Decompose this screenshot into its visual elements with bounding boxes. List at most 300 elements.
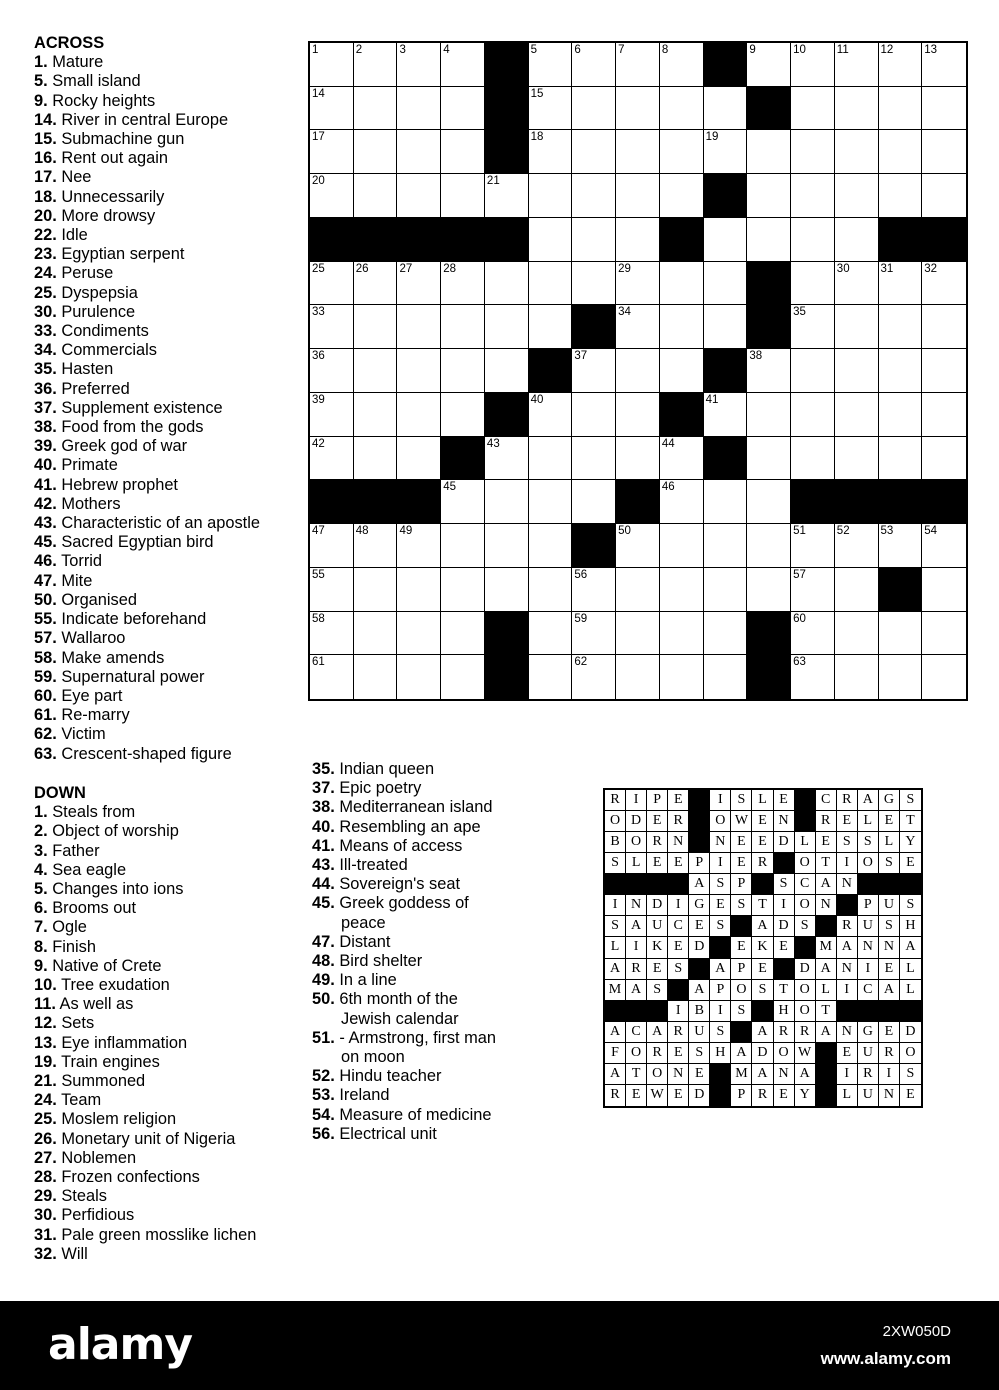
clue-item [34, 1034, 296, 1053]
grid-cell[interactable] [529, 480, 573, 524]
grid-cell[interactable] [835, 130, 879, 174]
grid-cell[interactable] [704, 130, 748, 174]
solution-cell: A [816, 959, 837, 980]
grid-cell[interactable] [441, 568, 485, 612]
solution-cell: H [710, 1043, 731, 1064]
grid-cell[interactable] [397, 612, 441, 656]
grid-cell[interactable] [791, 305, 835, 349]
clue-number: 35. [34, 360, 57, 379]
solution-cell-black [816, 1064, 837, 1085]
grid-cell[interactable] [660, 655, 704, 699]
grid-cell[interactable] [616, 218, 660, 262]
grid-cell[interactable] [616, 43, 660, 87]
solution-cell: U [858, 1085, 879, 1106]
grid-cell[interactable] [660, 349, 704, 393]
grid-cell[interactable] [354, 393, 398, 437]
clue-item [312, 856, 512, 875]
solution-cell: S [900, 790, 921, 811]
cell-number: 63 [793, 656, 806, 669]
grid-cell[interactable] [791, 393, 835, 437]
solution-cell: D [689, 937, 710, 958]
grid-cell[interactable] [616, 349, 660, 393]
grid-cell[interactable] [310, 87, 354, 131]
clue-item [34, 572, 296, 591]
grid-cell[interactable] [397, 305, 441, 349]
clue-number: 37. [312, 779, 335, 798]
grid-cell[interactable] [922, 130, 966, 174]
grid-cell[interactable] [397, 262, 441, 306]
solution-cell: S [752, 980, 773, 1001]
clue-text: Means of access [339, 836, 463, 855]
grid-cell[interactable] [441, 655, 485, 699]
solution-cell: P [689, 853, 710, 874]
grid-cell[interactable] [485, 305, 529, 349]
clue-text: Father [52, 841, 100, 860]
clue-number: 27. [34, 1148, 57, 1167]
solution-cell: I [710, 853, 731, 874]
grid-cell[interactable] [441, 349, 485, 393]
grid-cell[interactable] [791, 524, 835, 568]
clue-item [34, 149, 296, 168]
grid-cell[interactable] [879, 655, 923, 699]
grid-cell[interactable] [616, 174, 660, 218]
cell-number: 48 [355, 525, 369, 538]
clue-number: 7. [34, 918, 48, 937]
grid-cell[interactable] [529, 130, 573, 174]
grid-cell[interactable] [747, 393, 791, 437]
clue-item [34, 380, 296, 399]
grid-cell[interactable] [922, 568, 966, 612]
grid-cell[interactable] [354, 305, 398, 349]
grid-cell[interactable] [922, 437, 966, 481]
grid-cell[interactable] [922, 349, 966, 393]
grid-cell[interactable] [660, 612, 704, 656]
grid-cell[interactable] [835, 437, 879, 481]
solution-cell: I [668, 1001, 689, 1022]
clue-text: Sea eagle [52, 860, 127, 879]
grid-cell[interactable] [791, 262, 835, 306]
grid-cell[interactable] [835, 524, 879, 568]
solution-cell: E [774, 937, 795, 958]
grid-cell[interactable] [791, 174, 835, 218]
grid-cell[interactable] [397, 43, 441, 87]
grid-cell[interactable] [529, 262, 573, 306]
grid-cell[interactable] [441, 524, 485, 568]
solution-cell: A [605, 1022, 626, 1043]
grid-cell[interactable] [485, 568, 529, 612]
grid-cell[interactable] [529, 305, 573, 349]
grid-cell[interactable] [922, 305, 966, 349]
grid-cell[interactable] [310, 568, 354, 612]
clue-text: Ireland [339, 1086, 390, 1105]
grid-cell[interactable] [616, 612, 660, 656]
grid-cell[interactable] [922, 174, 966, 218]
clue-text: Indian queen [339, 760, 435, 778]
grid-cell[interactable] [879, 174, 923, 218]
clue-text: Rocky heights [52, 91, 156, 110]
solution-cell-black [816, 916, 837, 937]
grid-cell[interactable] [310, 349, 354, 393]
grid-cell[interactable] [441, 305, 485, 349]
solution-cell: P [647, 790, 668, 811]
grid-cell[interactable] [529, 612, 573, 656]
grid-cell[interactable] [441, 87, 485, 131]
grid-cell[interactable] [441, 480, 485, 524]
clue-text: Supplement existence [61, 398, 223, 417]
clue-text: Rent out again [61, 149, 168, 168]
grid-cell[interactable] [747, 349, 791, 393]
grid-cell[interactable] [354, 43, 398, 87]
grid-cell[interactable] [354, 130, 398, 174]
grid-cell[interactable] [310, 524, 354, 568]
clue-number: 30. [34, 1206, 57, 1225]
grid-cell[interactable] [616, 437, 660, 481]
grid-cell[interactable] [616, 655, 660, 699]
grid-cell[interactable] [572, 262, 616, 306]
clue-item [34, 284, 296, 303]
cell-number: 29 [618, 262, 631, 275]
clue-item [34, 495, 296, 514]
grid-cell[interactable] [704, 87, 748, 131]
grid-cell[interactable] [791, 349, 835, 393]
grid-cell[interactable] [704, 524, 748, 568]
solution-cell: E [752, 811, 773, 832]
grid-cell[interactable] [791, 43, 835, 87]
grid-cell[interactable] [747, 43, 791, 87]
grid-cell[interactable] [879, 349, 923, 393]
grid-cell[interactable] [397, 174, 441, 218]
grid-cell[interactable] [354, 437, 398, 481]
grid-cell[interactable] [572, 349, 616, 393]
solution-cell: N [858, 937, 879, 958]
grid-cell[interactable] [529, 393, 573, 437]
solution-cell-black [900, 874, 921, 895]
grid-cell[interactable] [529, 524, 573, 568]
clue-text: Hasten [61, 360, 114, 379]
grid-cell[interactable] [704, 218, 748, 262]
clue-number: 53. [312, 1086, 335, 1105]
grid-cell[interactable] [791, 87, 835, 131]
grid-cell[interactable] [397, 524, 441, 568]
clue-text: Nee [61, 168, 92, 187]
grid-cell[interactable] [616, 262, 660, 306]
grid-cell[interactable] [354, 174, 398, 218]
solution-cell: A [752, 1064, 773, 1085]
clue-number: 46. [34, 552, 57, 571]
grid-cell[interactable] [310, 305, 354, 349]
grid-cell[interactable] [354, 612, 398, 656]
clue-text: Condiments [61, 322, 149, 341]
solution-cell: L [605, 937, 626, 958]
grid-cell[interactable] [660, 437, 704, 481]
grid-cell[interactable] [835, 174, 879, 218]
grid-cell[interactable] [485, 437, 529, 481]
solution-cell: W [647, 1085, 668, 1106]
grid-cell[interactable] [529, 218, 573, 262]
grid-cell[interactable] [397, 87, 441, 131]
grid-cell[interactable] [572, 393, 616, 437]
grid-cell[interactable] [485, 174, 529, 218]
solution-cell: N [668, 832, 689, 853]
grid-cell[interactable] [791, 218, 835, 262]
clue-item [312, 837, 512, 856]
grid-cell[interactable] [922, 43, 966, 87]
grid-cell[interactable] [704, 568, 748, 612]
grid-cell[interactable] [879, 393, 923, 437]
grid-cell[interactable] [310, 655, 354, 699]
clue-text: Wallaroo [61, 629, 126, 648]
grid-cell-black [704, 43, 748, 87]
grid-cell[interactable] [660, 43, 704, 87]
cell-number: 8 [661, 44, 669, 56]
grid-cell[interactable] [441, 612, 485, 656]
grid-cell[interactable] [835, 262, 879, 306]
grid-cell[interactable] [310, 612, 354, 656]
solution-cell: R [858, 1064, 879, 1085]
cell-number: 18 [530, 131, 544, 144]
grid-cell[interactable] [922, 87, 966, 131]
clue-item [34, 822, 296, 841]
grid-cell[interactable] [397, 393, 441, 437]
clue-number: 5. [34, 880, 48, 899]
grid-cell[interactable] [835, 305, 879, 349]
solution-cell-black [689, 832, 710, 853]
grid-cell[interactable] [397, 349, 441, 393]
grid-cell[interactable] [835, 218, 879, 262]
grid-cell[interactable] [310, 174, 354, 218]
grid-cell[interactable] [922, 524, 966, 568]
solution-cell: A [626, 916, 647, 937]
cell-number: 45 [443, 481, 456, 494]
grid-cell[interactable] [835, 612, 879, 656]
grid-cell[interactable] [922, 612, 966, 656]
clue-text: Unnecessarily [61, 187, 165, 206]
grid-cell[interactable] [616, 524, 660, 568]
solution-cell: R [837, 916, 858, 937]
clue-text: Organised [61, 590, 137, 609]
clue-number: 50. [34, 590, 57, 609]
grid-cell[interactable] [572, 130, 616, 174]
grid-cell[interactable] [660, 262, 704, 306]
grid-cell[interactable] [791, 612, 835, 656]
solution-cell: E [879, 811, 900, 832]
grid-cell[interactable] [879, 43, 923, 87]
grid-cell[interactable] [485, 480, 529, 524]
grid-cell[interactable] [922, 262, 966, 306]
grid-cell[interactable] [354, 524, 398, 568]
grid-cell[interactable] [397, 568, 441, 612]
grid-cell[interactable] [572, 480, 616, 524]
grid-cell[interactable] [660, 174, 704, 218]
grid-cell[interactable] [310, 393, 354, 437]
solution-cell: E [731, 832, 752, 853]
grid-cell[interactable] [441, 174, 485, 218]
grid-cell[interactable] [704, 612, 748, 656]
solution-cell: G [879, 790, 900, 811]
grid-cell[interactable] [660, 524, 704, 568]
grid-cell[interactable] [354, 655, 398, 699]
grid-cell[interactable] [835, 568, 879, 612]
grid-cell[interactable] [835, 43, 879, 87]
grid-cell[interactable] [747, 174, 791, 218]
grid-cell[interactable] [572, 612, 616, 656]
clue-number: 4. [34, 860, 48, 879]
clue-text: 6th month of the Jewish calendar [339, 990, 459, 1028]
grid-cell-black [879, 480, 923, 524]
grid-cell[interactable] [747, 568, 791, 612]
grid-cell[interactable] [879, 437, 923, 481]
solution-cell: B [605, 832, 626, 853]
grid-cell[interactable] [572, 218, 616, 262]
grid-cell[interactable] [704, 480, 748, 524]
grid-cell[interactable] [747, 130, 791, 174]
clue-number: 5. [34, 72, 48, 91]
cell-number: 21 [486, 175, 500, 188]
clue-text: Food from the gods [61, 418, 204, 437]
grid-cell[interactable] [529, 87, 573, 131]
solution-cell: C [816, 790, 837, 811]
grid-cell-black [441, 218, 485, 262]
grid-cell[interactable] [529, 43, 573, 87]
grid-cell[interactable] [835, 393, 879, 437]
grid-cell[interactable] [397, 655, 441, 699]
clue-number: 21. [34, 1072, 57, 1091]
grid-cell[interactable] [529, 174, 573, 218]
solution-cell: I [879, 1064, 900, 1085]
solution-cell: W [731, 811, 752, 832]
solution-cell: Y [900, 832, 921, 853]
grid-cell[interactable] [747, 524, 791, 568]
solution-cell: S [879, 916, 900, 937]
grid-cell[interactable] [835, 87, 879, 131]
grid-cell[interactable] [660, 568, 704, 612]
clue-number: 17. [34, 168, 57, 187]
grid-cell[interactable] [616, 130, 660, 174]
solution-cell: A [605, 959, 626, 980]
grid-cell[interactable] [354, 87, 398, 131]
clue-number: 49. [312, 971, 335, 990]
grid-cell[interactable] [397, 130, 441, 174]
grid-cell[interactable] [704, 393, 748, 437]
cell-number: 26 [355, 262, 369, 275]
clue-number: 35. [312, 760, 335, 778]
grid-cell[interactable] [791, 437, 835, 481]
grid-cell[interactable] [354, 568, 398, 612]
grid-cell[interactable] [835, 655, 879, 699]
solution-cell: E [689, 916, 710, 937]
solution-cell: A [647, 1022, 668, 1043]
grid-cell[interactable] [397, 437, 441, 481]
grid-cell[interactable] [310, 437, 354, 481]
grid-cell[interactable] [354, 262, 398, 306]
grid-cell[interactable] [835, 349, 879, 393]
grid-cell[interactable] [572, 174, 616, 218]
grid-cell[interactable] [616, 568, 660, 612]
solution-cell-black [605, 1001, 626, 1022]
grid-cell-black [922, 218, 966, 262]
clue-number: 63. [34, 744, 57, 763]
grid-cell[interactable] [441, 262, 485, 306]
grid-cell[interactable] [572, 43, 616, 87]
grid-cell[interactable] [441, 43, 485, 87]
grid-cell[interactable] [704, 305, 748, 349]
solution-cell: A [689, 874, 710, 895]
grid-cell[interactable] [441, 130, 485, 174]
grid-cell[interactable] [485, 262, 529, 306]
grid-cell[interactable] [879, 612, 923, 656]
cell-number: 19 [705, 131, 719, 144]
solution-cell: R [816, 811, 837, 832]
solution-cell: O [626, 832, 647, 853]
grid-cell[interactable] [660, 480, 704, 524]
clue-number: 20. [34, 206, 57, 225]
grid-cell[interactable] [879, 130, 923, 174]
grid-cell[interactable] [572, 87, 616, 131]
grid-cell[interactable] [310, 130, 354, 174]
grid-cell[interactable] [485, 349, 529, 393]
grid-cell[interactable] [572, 568, 616, 612]
grid-cell[interactable] [660, 305, 704, 349]
grid-cell[interactable] [616, 87, 660, 131]
clue-number: 11. [34, 995, 56, 1014]
grid-cell[interactable] [529, 437, 573, 481]
grid-cell[interactable] [791, 568, 835, 612]
grid-cell[interactable] [704, 262, 748, 306]
clue-text: Hindu teacher [339, 1067, 442, 1086]
solution-cell: I [668, 895, 689, 916]
grid-cell[interactable] [572, 437, 616, 481]
grid-cell[interactable] [660, 130, 704, 174]
grid-cell[interactable] [310, 43, 354, 87]
clue-item [34, 188, 296, 207]
clue-number: 18. [34, 187, 57, 206]
solution-cell-black [710, 1085, 731, 1106]
grid-cell[interactable] [529, 655, 573, 699]
grid-cell[interactable] [879, 305, 923, 349]
solution-cell: E [816, 832, 837, 853]
grid-cell[interactable] [879, 262, 923, 306]
clue-number: 24. [34, 264, 57, 283]
grid-cell[interactable] [704, 655, 748, 699]
grid-cell[interactable] [791, 130, 835, 174]
grid-cell[interactable] [747, 437, 791, 481]
clue-item [34, 629, 296, 648]
grid-cell[interactable] [922, 655, 966, 699]
grid-cell[interactable] [485, 524, 529, 568]
cell-number: 39 [312, 393, 325, 406]
grid-cell[interactable] [441, 393, 485, 437]
solution-cell: E [837, 1043, 858, 1064]
grid-cell[interactable] [529, 568, 573, 612]
grid-cell[interactable] [354, 349, 398, 393]
grid-cell[interactable] [922, 393, 966, 437]
grid-cell[interactable] [747, 218, 791, 262]
cell-number: 32 [924, 262, 938, 275]
clue-number: 41. [312, 836, 335, 855]
grid-cell[interactable] [616, 393, 660, 437]
grid-cell[interactable] [879, 524, 923, 568]
solution-cell: N [879, 937, 900, 958]
grid-cell[interactable] [747, 480, 791, 524]
grid-cell[interactable] [310, 262, 354, 306]
grid-cell[interactable] [791, 655, 835, 699]
grid-cell[interactable] [660, 87, 704, 131]
cell-number: 5 [530, 44, 538, 56]
grid-cell[interactable] [616, 305, 660, 349]
solution-cell: D [752, 1043, 773, 1064]
grid-cell[interactable] [879, 87, 923, 131]
grid-cell[interactable] [572, 655, 616, 699]
